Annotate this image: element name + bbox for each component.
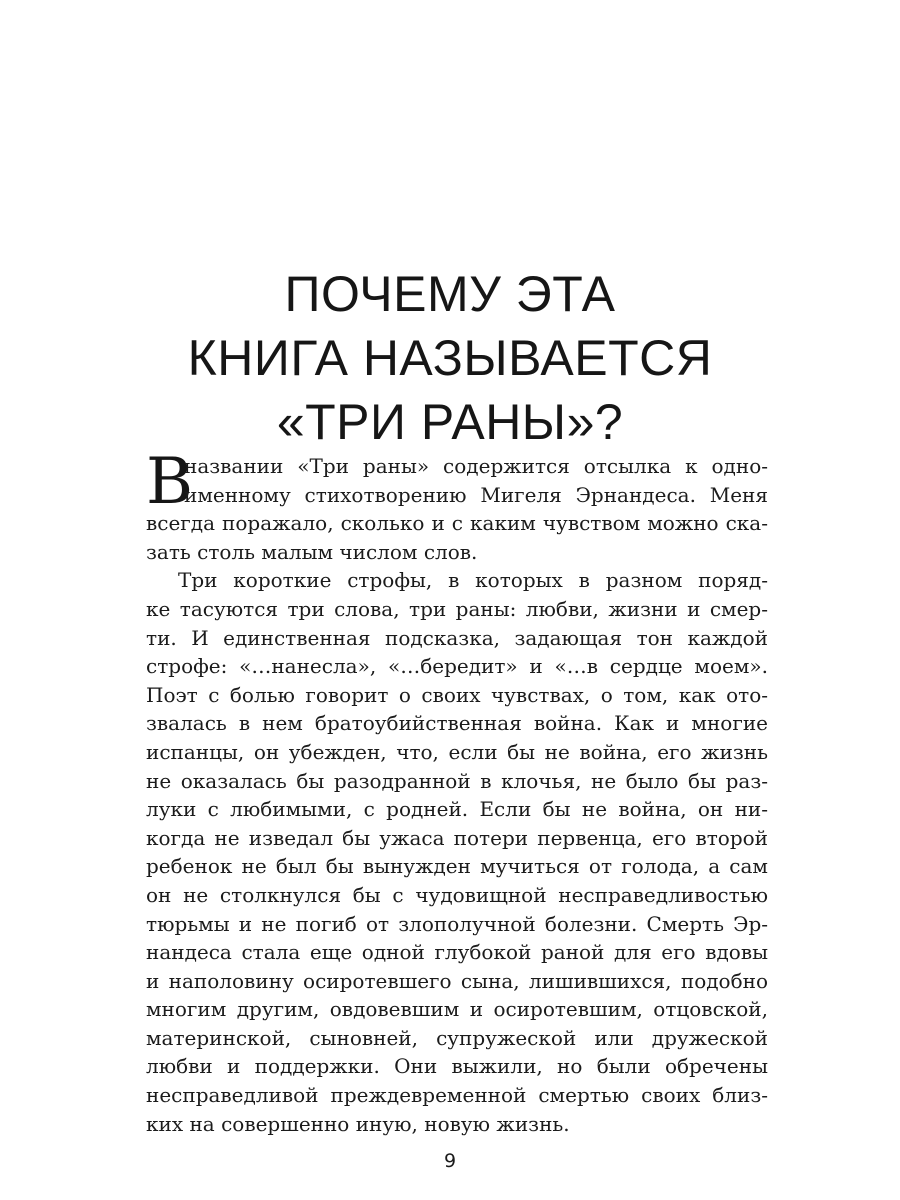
text-line: испанцы, он убежден, что, если бы не война, его жизнь bbox=[146, 739, 768, 764]
text-line: материнской, сыновней, супружеской или дружеской bbox=[146, 1025, 768, 1050]
chapter-title-line: КНИГА НАЗЫВАЕТСЯ bbox=[187, 330, 713, 386]
text-line: многим другим, овдовевшим и осиротевшим, отцовской, bbox=[146, 997, 768, 1022]
text-line: ти. И единственная подсказка, задающая тон каждой bbox=[146, 625, 768, 650]
text-line: когда не изведал бы ужаса потери первенца, его второй bbox=[146, 825, 768, 850]
paragraph-2 bbox=[146, 566, 768, 1138]
text-line: и наполовину осиротевшего сына, лишившихся, подобно bbox=[146, 968, 768, 993]
body-text bbox=[146, 445, 768, 1138]
text-line: нандеса стала еще одной глубокой раной для его вдовы bbox=[146, 940, 768, 965]
text-line: любви и поддержки. Они выжили, но были обречены bbox=[146, 1054, 768, 1079]
paragraph-1 bbox=[146, 445, 768, 566]
chapter-title bbox=[0, 262, 900, 454]
text-line: строфе: «…нанесла», «…бередит» и «…в сердце моем». bbox=[146, 654, 768, 679]
text-line: ких на совершенно иную, новую жизнь. bbox=[146, 1111, 570, 1136]
text-line: названии «Три раны» содержится отсылка к одно- bbox=[184, 454, 768, 478]
page-number: 9 bbox=[443, 1150, 457, 1172]
text-line: звалась в нем братоубийственная война. Как и многие bbox=[146, 711, 768, 736]
text-line: не оказалась бы разодранной в клочья, не было бы раз- bbox=[146, 768, 768, 793]
text-line: Поэт с болью говорит о своих чувствах, о том, как ото- bbox=[146, 682, 768, 707]
text-line: луки с любимыми, с родней. Если бы не война, он ни- bbox=[146, 797, 768, 822]
text-line: всегда поражало, сколько и с каким чувством можно ска- bbox=[146, 511, 768, 536]
text-line: именному стихотворению Мигеля Эрнандеса. Меня bbox=[184, 482, 768, 507]
text-line: зать столь малым числом слов. bbox=[146, 539, 478, 564]
text-line: ке тасуются три слова, три раны: любви, жизни и смер- bbox=[146, 596, 768, 621]
text-line: тюрьмы и не погиб от злополучной болезни. Смерть Эр- bbox=[146, 911, 768, 936]
chapter-title-line: ПОЧЕМУ ЭТА bbox=[284, 266, 616, 322]
text-line: ребенок не был бы вынужден мучиться от голода, а сам bbox=[146, 854, 768, 879]
text-line: несправедливой преждевременной смертью своих близ- bbox=[146, 1083, 768, 1108]
text-line: он не столкнулся бы с чудовищной несправедливостью bbox=[146, 882, 768, 907]
text-line: Три короткие строфы, в которых в разном поряд- bbox=[178, 568, 768, 593]
chapter-title-line: «ТРИ РАНЫ»? bbox=[276, 394, 624, 450]
drop-cap: В bbox=[146, 445, 194, 519]
